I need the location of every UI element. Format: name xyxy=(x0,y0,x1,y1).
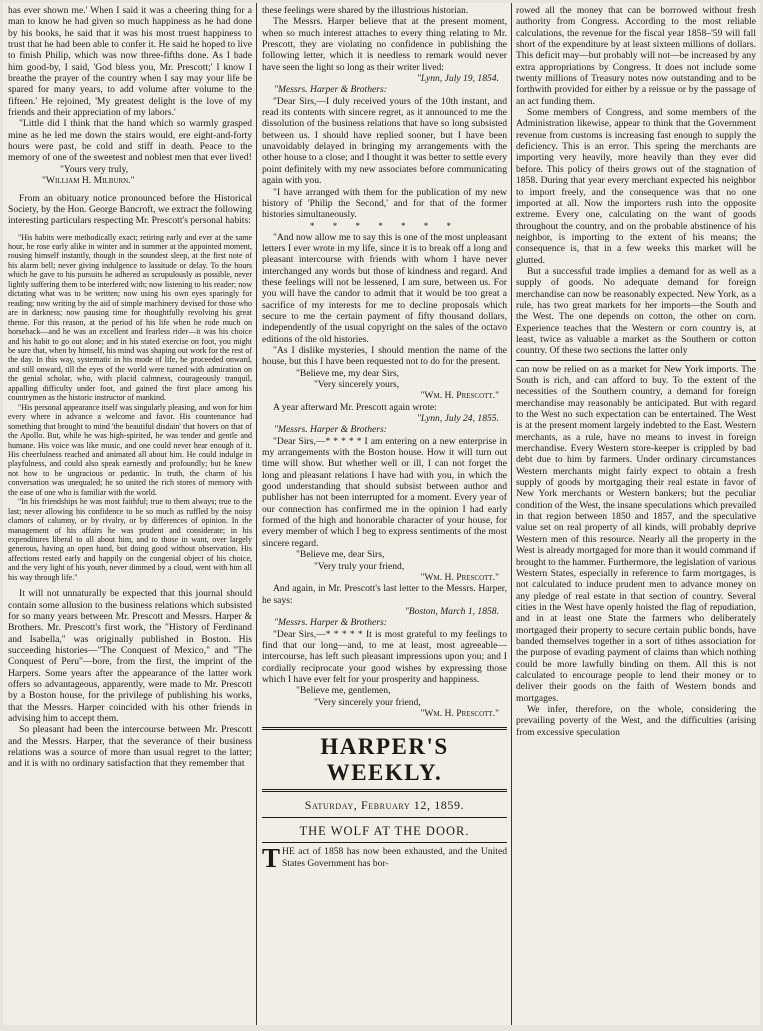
column-break-rule xyxy=(516,360,756,361)
paragraph: these feelings were shared by the illustrious historian. xyxy=(262,5,469,16)
letter-date: "Lynn, July 19, 1854. xyxy=(416,73,499,85)
letter-paragraph: "I have arranged with them for the publication of my new history of 'Philip the Second,' and for that of the former histories simultaneously. xyxy=(262,186,507,221)
letter-paragraph: "And now allow me to say this is one of the most unpleasant letters I ever wrote in my life, since it is to break off a long and pleasant intercourse with friends with whom I have never interchanged any words but those of kindness and regard. And these feelings will not be lessened, I am sure, between us. For you will have the candor to admit that it would be too great a sacrifice of my interests for me to decline proposals which secure to me the certain payment of fifty thousand dollars, independently of the usual copyright on the sales of the octavo editions of the old histories. xyxy=(262,231,507,345)
article-opening xyxy=(262,843,507,874)
drop-cap: T xyxy=(262,843,281,874)
paragraph: can now be relied on as a market for New York imports. The South is rich, and can afford to buy. To the extent of the necessities of the Southern country, a demand for foreign merchandise may reasonably be anticipated. But with regard to the West no such expectation can be entertained. The West is at the present moment largely indebted to the East. Western merchants, as a rule, have no means to invest in foreign merchandise. Every Western store-keeper is crippled by bad debt due to him by farmers. Under ordinary circumstances Western merchants might fairly expect to obtain a fresh supply of goods by mortgaging their real estate in favor of New York merchants or Western bankers; but the peculiar condition of the West, the insane speculations which prevailed in that region between 1850 and 1857, and the speculative value set on real property of all kinds, will probably deprive Western men of this resource. Nearly all the property in the West is already mortgaged for more than it would command if brought to the hammer. Furthermore, the legislation of various Western States, especially in reference to farm mortgages, is not calculated to induce prudent men to advance money on any pledge of real estate in that section of country. Several cities in the West have openly hoisted the flag of repudiation, and in at least one State the farmers who deliberately mortgaged their property to secure certain public bonds, have banded themselves together in a sort of tithes association for the purpose of evading payment of claims than which nothing could be more lawfully binding on them. All this is not calculated to encourage people to lend their money or to deliver their goods on the faith of Western bonds and mortgages. xyxy=(516,363,756,704)
article-headline: THE WOLF AT THE DOOR. xyxy=(299,824,470,839)
letter-paragraph: "As I dislike mysteries, I should mention the name of the house, but this I have been requested not to do for the present. xyxy=(262,344,507,368)
paragraph: The Messrs. Harper believe that at the present moment, when so much interest attaches to every thing relating to Mr. Prescott, they are violating no confidence in publishing the following letter, which it is needless to remark would never have seen the light so long as their writer lived: xyxy=(262,16,507,73)
column-middle xyxy=(262,5,507,1025)
headline-divider xyxy=(262,842,507,843)
paragraph: And again, in Mr. Prescott's last letter to the Messrs. Harper, he says: xyxy=(262,583,507,606)
paragraph: A year afterward Mr. Prescott again wrote: xyxy=(273,401,437,413)
article-opening-text: HE act of 1858 has now been exhausted, and the United States Government has bor- xyxy=(282,846,507,869)
letter-closing: "Believe me, dear Sirs, xyxy=(296,549,385,561)
letter-signature: "Wm. H. Prescott." xyxy=(420,390,499,402)
letter-date: "Boston, March 1, 1858. xyxy=(404,605,499,617)
column-right xyxy=(516,5,756,1025)
dateline xyxy=(262,796,507,818)
letter-closing: "Very truly your friend, xyxy=(314,560,405,572)
paragraph: So pleasant had been the intercourse between Mr. Prescott and the Messrs. Harper, that the severance of their business relations was a source of more than usual regret to the latter; and it is with no ordinary satisfaction that they remember that xyxy=(8,724,252,770)
letter-closing: "Very sincerely yours, xyxy=(314,379,400,390)
letter-signature: "William H. Milburn." xyxy=(42,175,135,187)
paragraph: rowed all the money that can be borrowed without fresh authority from Congress. According to the most reliable calculations, the revenue for the fiscal year 1858–'59 will fall short of the expenditure by at least sixteen millions of dollars. This deficit may—but probably will not—be increased by any extra appropriations by Congress. It does not include some twenty millions of Treasury notes now outstanding and to be forthwith provided for either by a reissue or by the passage of an act funding them. xyxy=(516,5,756,107)
letter-closing: "Believe me, my dear Sirs, xyxy=(296,367,400,379)
paragraph: It will not unnaturally be expected that this journal should contain some allusion to the business relations which subsisted for so many years between Mr. Prescott and Messrs. Harper & Brothers. Mr. Prescott's first work, the "History of Ferdinand and Isabella," was originally published in Boston. His succeeding histories—"The Conquest of Mexico," and "The Conquest of Peru"—bore, from the first, the imprint of the Harpers. Some years after the appearance of the latter work offers so advantageous, apparently, were made to Mr. Prescott by a Boston house, for the privilege of publishing his works, that the Messrs. Harper coincided with his other friends in advising him to accept them. xyxy=(8,588,252,725)
column-rule-right xyxy=(511,3,512,1025)
quoted-paragraph: "His personal appearance itself was singularly pleasing, and won for him every where in advance a welcome and favor. His countenance had something that brought to mind 'the beautiful disdain' that hovers on that of the Apollo. But, while he was high-spirited, he was tender and gentle and humane. His voice was like music, and one could never hear enough of it. His cheerfulness reached and animated all about him. He could indulge in playfulness, and could also speak earnestly and profoundly; but he knew not how to be ungracious or pedantic. In truth, the charm of his conversation was unequaled; he so united the rich stores of memory with the ease of one who is familiar with the world. xyxy=(8,402,252,497)
column-left xyxy=(8,5,252,1025)
paragraph: From an obituary notice pronounced before the Historical Society, by the Hon. George Bancroft, we extract the following interesting particulars respecting Mr. Prescott's personal habits: xyxy=(8,192,252,227)
dateline-text: Saturday, February 12, 1859. xyxy=(304,798,465,813)
ellipsis-stars: * * * * * * * xyxy=(310,220,459,231)
letter-signature: "Wm. H. Prescott." xyxy=(420,571,499,583)
paragraph: Some members of Congress, and some members of the Administration likewise, appear to think that the Government revenue from customs is increasing fast enough to supply the deficiency. This is an error. This spring the merchants are importing very heavily, more heavily than they ever did before. This policy of theirs grows out of the stagnation of 1858. During that year every merchant expected his neighbor to import freely, and the consequence was that no one imported at all. Now the importers rush into the opposite extreme. Every one, calculating on the want of goods throughout the country, and on the probable abstinence of his neighbor, is importing to the extent of his means; the consequence is, that in a few weeks this market will be glutted. xyxy=(516,107,756,266)
letter-closing: "Believe me, gentlemen, xyxy=(296,685,391,697)
letter-salutation: "Messrs. Harper & Brothers: xyxy=(274,617,387,629)
masthead: HARPER'S WEEKLY. xyxy=(262,727,507,792)
letter-signature: "Wm. H. Prescott." xyxy=(420,707,499,719)
letter-closing: "Very sincerely your friend, xyxy=(314,696,421,708)
letter-paragraph: "Dear Sirs,—* * * * * I am entering on a new enterprise in my arrangements with the Boston house. How it will turn out time will show. But whether well or ill, I can not forget the long and pleasant relations I have had with you, in which the good understanding that should subsist between author and publisher has not been interrupted for a moment. Every year of our connection has confirmed me in the opinion I had early formed of the high and honorable character of your house, for every member of which I beg to express sentiments of the most sincere regard. xyxy=(262,435,507,549)
letter-salutation: "Messrs. Harper & Brothers: xyxy=(274,84,387,96)
letter-paragraph: "Dear Sirs,—I duly received yours of the 10th instant, and read its contents with sincere regret, as it announced to me the dissolution of the business relations that have so long subsisted between us. I should have replied sooner, but I have been unavoidably delayed in bringing my arrangements with the other house to a close; and I thought it was better to settle every point definitely with my new associates before communicating again with you. xyxy=(262,95,507,187)
quoted-paragraph: "In his friendships he was most faithful; true to them always; true to the last; never allowing his confidence to be so much as ruffled by the noisy clamors of calumny, or by rivalry, or by differences of opinion. In the management of his affairs he was prudent and considerate; in his expenditures liberal to all about him, and to those in want, over largely generous, having an open hand, but doing good without observation. His affections rested early and happily on the congenial object of his choice, and the very light of his youth, never dimmed by a cloud, went with him all his way through life." xyxy=(8,497,252,582)
paragraph: We infer, therefore, on the whole, considering the prevailing poverty of the West, and the difficulties (arising from excessive speculation xyxy=(516,703,756,738)
letter-closing: "Yours very truly, xyxy=(60,163,129,175)
paragraph: has ever shown me.' When I said it was a cheering thing for a man to know he had given so much happiness as he had done by his books, he said that it was his most truest happiness to trust that he had been able to confer it. He said he hoped to live to finish Philip, which was now three-fifths done. As I bade him good-by, I said, 'God bless you, Mr. Prescott;' I know I breathe the prayer of the country when I say may your life be spared for many years, to add volume after volume to the fifteen.' He rejoined, 'My greatest delight is the love of my friends and their appreciation of my labors.' xyxy=(8,5,252,119)
quoted-paragraph: "His habits were methodically exact; retiring early and ever at the same hour, he rose early alike in winter and in summer at the appointed moment, rousing himself instantly, though in the soundest sleep, at the first note of his alarm bell; never giving indulgence to lassitude or delay. To the hours which he gave to his pursuits he adhered as scrupulously as possible, never lightly suffering them to be interfered with; now listening to his reader; now dictating what was to be written; now using his own eyes sparingly for reading; now writing by the aid of simple machinery devised for those who are in darkness; now pausing time for thoughtfully revolving his great theme. For this reason, at the period of his life when he rode much on horseback—and he was an excellent and fearless rider—it was his choice and his habit to go out alone; and in his stated exercise on foot, you might be sure that, when by himself, his mind was shaping out work for the rest of the day. In this way, systematic in his mode of life, he proceeded onward, and still onward, till the eyes of the world were turned with admiration on the genial scholar, who, with placid calmness, courageously tranquil, appalling difficulty under foot, and gained the first place among his countrymen as the historic instructor of mankind. xyxy=(8,232,252,403)
newspaper-page xyxy=(3,3,760,1025)
letter-date: "Lynn, July 24, 1855. xyxy=(416,413,499,425)
letter-salutation: "Messrs. Harper & Brothers: xyxy=(274,424,387,436)
letter-paragraph: "Dear Sirs,—* * * * * It is most grateful to my feelings to find that our long—and, to me at least, most agreeable—intercourse, has left such pleasant impressions upon you; and I cordially reciprocate your good wishes by expressing those which I have ever felt for your prosperity and happiness. xyxy=(262,628,507,685)
column-rule-left xyxy=(256,3,257,1025)
paragraph: "Little did I think that the hand which so warmly grasped mine as he led me down the stairs would, ere eight-and-forty hours were past, be cold and stiff in death. Peace to the memory of one of the sweetest and noblest men that ever lived! xyxy=(8,118,252,164)
paragraph: But a successful trade implies a demand for as well as a supply of goods. No adequate demand for foreign merchandise can now be reasonably expected. New York, as a rule, has two great markets for her imports—the South and the West. The one depends on cotton, the other on corn. Experience teaches that the Western or corn country is, at least, twice as valuable a market as the Southern or cotton country. Of these two sections the latter only xyxy=(516,265,756,357)
